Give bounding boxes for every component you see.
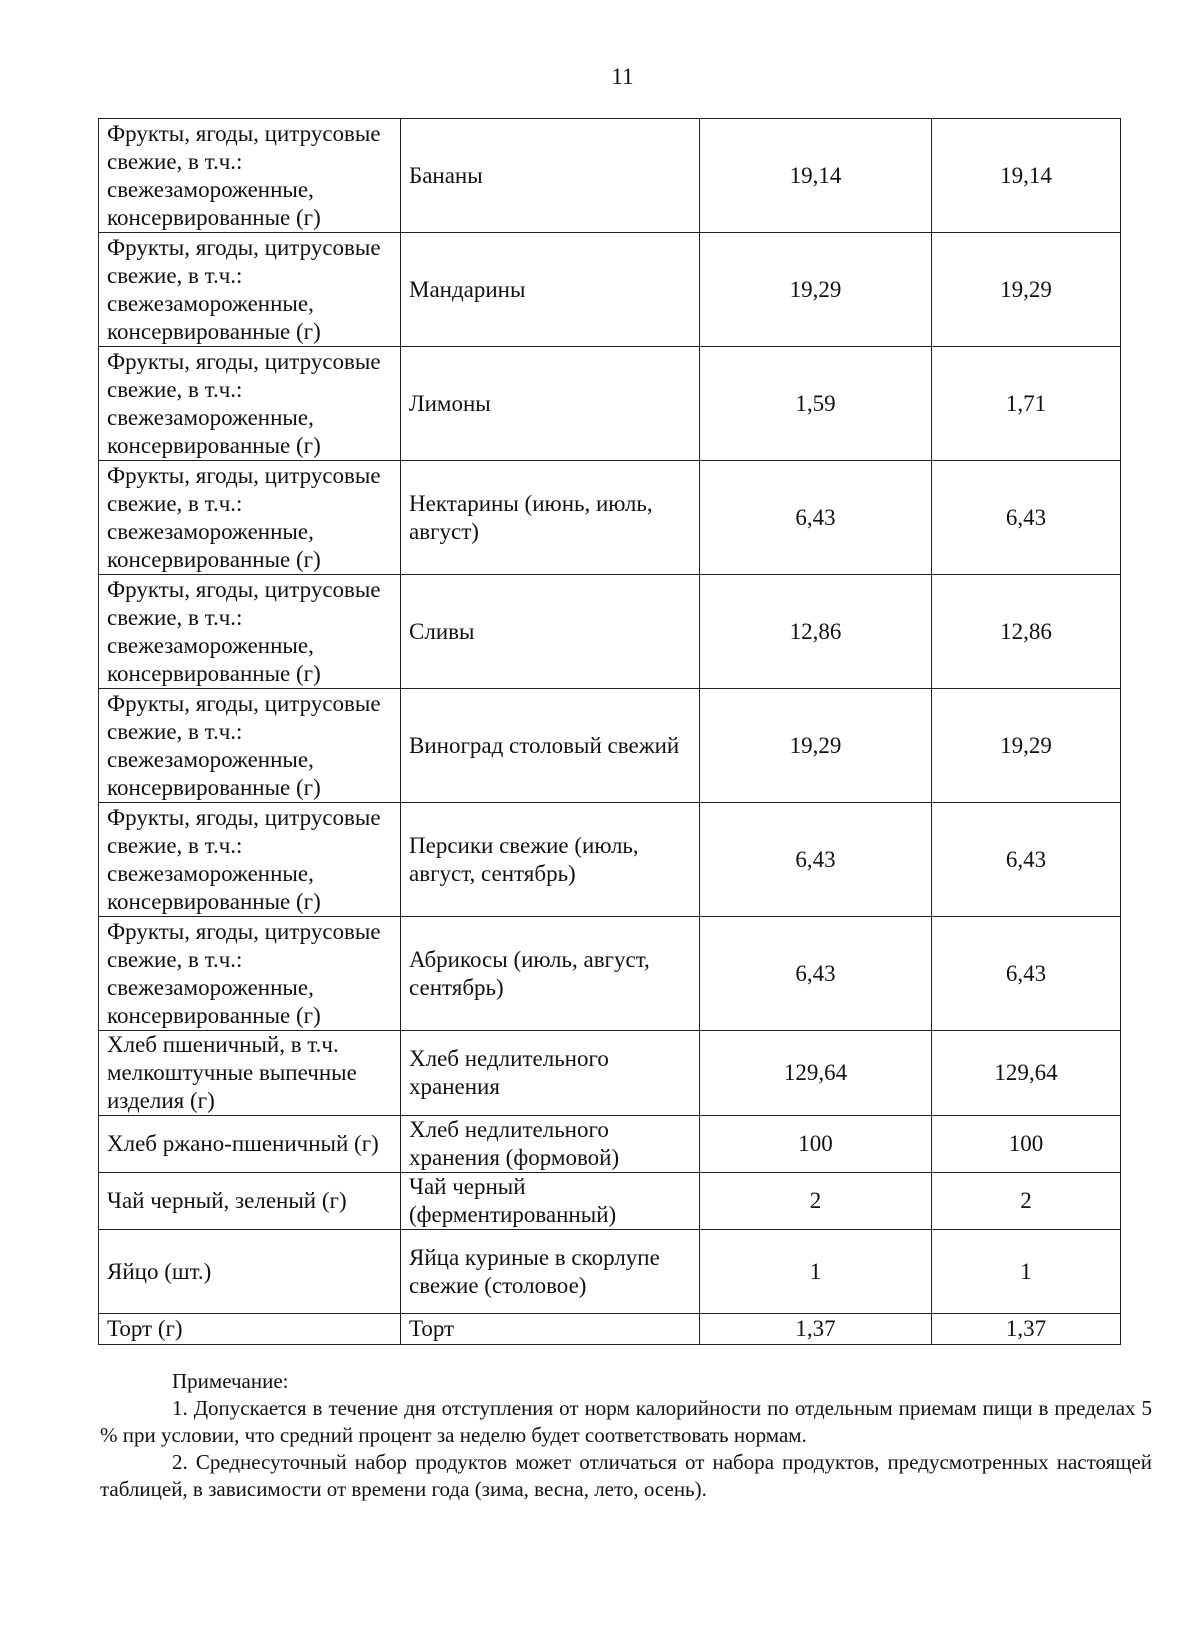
notes-section (100, 1368, 1152, 1503)
value2-cell: 2 (932, 1173, 1121, 1230)
value2-cell: 19,29 (932, 233, 1121, 347)
value2-cell: 100 (932, 1116, 1121, 1173)
table-row (99, 575, 1121, 689)
value1-cell: 6,43 (700, 917, 932, 1031)
table-row (99, 1116, 1121, 1173)
table-row (99, 119, 1121, 233)
food-norms-table (98, 118, 1121, 1345)
table-row (99, 233, 1121, 347)
value2-cell: 1,37 (932, 1314, 1121, 1345)
category-cell: Фрукты, ягоды, цитрусовые свежие, в т.ч.: свежезамороженные, консервированные (г) (99, 689, 401, 803)
value2-cell: 6,43 (932, 917, 1121, 1031)
value1-cell: 19,29 (700, 689, 932, 803)
category-cell: Фрукты, ягоды, цитрусовые свежие, в т.ч.: свежезамороженные, консервированные (г) (99, 233, 401, 347)
product-cell: Яйца куриные в скорлупе свежие (столовое) (401, 1230, 700, 1314)
table-row (99, 1230, 1121, 1314)
value1-cell: 1 (700, 1230, 932, 1314)
value1-cell: 2 (700, 1173, 932, 1230)
product-cell: Виноград столовый свежий (401, 689, 700, 803)
value2-cell: 19,14 (932, 119, 1121, 233)
note-item: 1. Допускается в течение дня отступления от норм калорийности по отдельным приемам пищи в пределах 5 % при условии, что средний процент за неделю будет соответствовать нормам. (100, 1396, 1152, 1447)
table-row (99, 347, 1121, 461)
product-cell: Лимоны (401, 347, 700, 461)
value2-cell: 6,43 (932, 803, 1121, 917)
category-cell: Фрукты, ягоды, цитрусовые свежие, в т.ч.: свежезамороженные, консервированные (г) (99, 575, 401, 689)
value1-cell: 100 (700, 1116, 932, 1173)
value1-cell: 1,59 (700, 347, 932, 461)
category-cell: Хлеб ржано-пшеничный (г) (99, 1116, 401, 1173)
value2-cell: 12,86 (932, 575, 1121, 689)
product-cell: Хлеб недлительного хранения (формовой) (401, 1116, 700, 1173)
category-cell: Фрукты, ягоды, цитрусовые свежие, в т.ч.: свежезамороженные, консервированные (г) (99, 119, 401, 233)
value2-cell: 129,64 (932, 1031, 1121, 1116)
category-cell: Яйцо (шт.) (99, 1230, 401, 1314)
value2-cell: 1,71 (932, 347, 1121, 461)
table-row (99, 1031, 1121, 1116)
page-number: 11 (611, 64, 634, 89)
product-cell: Нектарины (июнь, июль, август) (401, 461, 700, 575)
table-row (99, 917, 1121, 1031)
table-row (99, 803, 1121, 917)
product-cell: Сливы (401, 575, 700, 689)
table-row (99, 461, 1121, 575)
value1-cell: 1,37 (700, 1314, 932, 1345)
product-cell: Торт (401, 1314, 700, 1345)
note-item: 2. Среднесуточный набор продуктов может отличаться от набора продуктов, предусмотренных настоящей таблицей, в зависимости от времени года (зима, весна, лето, осень). (100, 1450, 1152, 1501)
value1-cell: 19,29 (700, 233, 932, 347)
table-row (99, 1173, 1121, 1230)
product-cell: Бананы (401, 119, 700, 233)
category-cell: Хлеб пшеничный, в т.ч. мелкоштучные выпечные изделия (г) (99, 1031, 401, 1116)
value1-cell: 12,86 (700, 575, 932, 689)
category-cell: Фрукты, ягоды, цитрусовые свежие, в т.ч.: свежезамороженные, консервированные (г) (99, 461, 401, 575)
value1-cell: 129,64 (700, 1031, 932, 1116)
notes-title: Примечание: (172, 1369, 289, 1393)
category-cell: Фрукты, ягоды, цитрусовые свежие, в т.ч.: свежезамороженные, консервированные (г) (99, 917, 401, 1031)
product-cell: Абрикосы (июль, август, сентябрь) (401, 917, 700, 1031)
product-cell: Чай черный (ферментированный) (401, 1173, 700, 1230)
category-cell: Чай черный, зеленый (г) (99, 1173, 401, 1230)
category-cell: Фрукты, ягоды, цитрусовые свежие, в т.ч.: свежезамороженные, консервированные (г) (99, 803, 401, 917)
table-row (99, 689, 1121, 803)
table-row (99, 1314, 1121, 1345)
category-cell: Фрукты, ягоды, цитрусовые свежие, в т.ч.: свежезамороженные, консервированные (г) (99, 347, 401, 461)
value2-cell: 6,43 (932, 461, 1121, 575)
product-cell: Персики свежие (июль, август, сентябрь) (401, 803, 700, 917)
value1-cell: 6,43 (700, 803, 932, 917)
value2-cell: 1 (932, 1230, 1121, 1314)
product-cell: Хлеб недлительного хранения (401, 1031, 700, 1116)
value1-cell: 19,14 (700, 119, 932, 233)
value2-cell: 19,29 (932, 689, 1121, 803)
category-cell: Торт (г) (99, 1314, 401, 1345)
table-body (99, 119, 1121, 1345)
value1-cell: 6,43 (700, 461, 932, 575)
product-cell: Мандарины (401, 233, 700, 347)
